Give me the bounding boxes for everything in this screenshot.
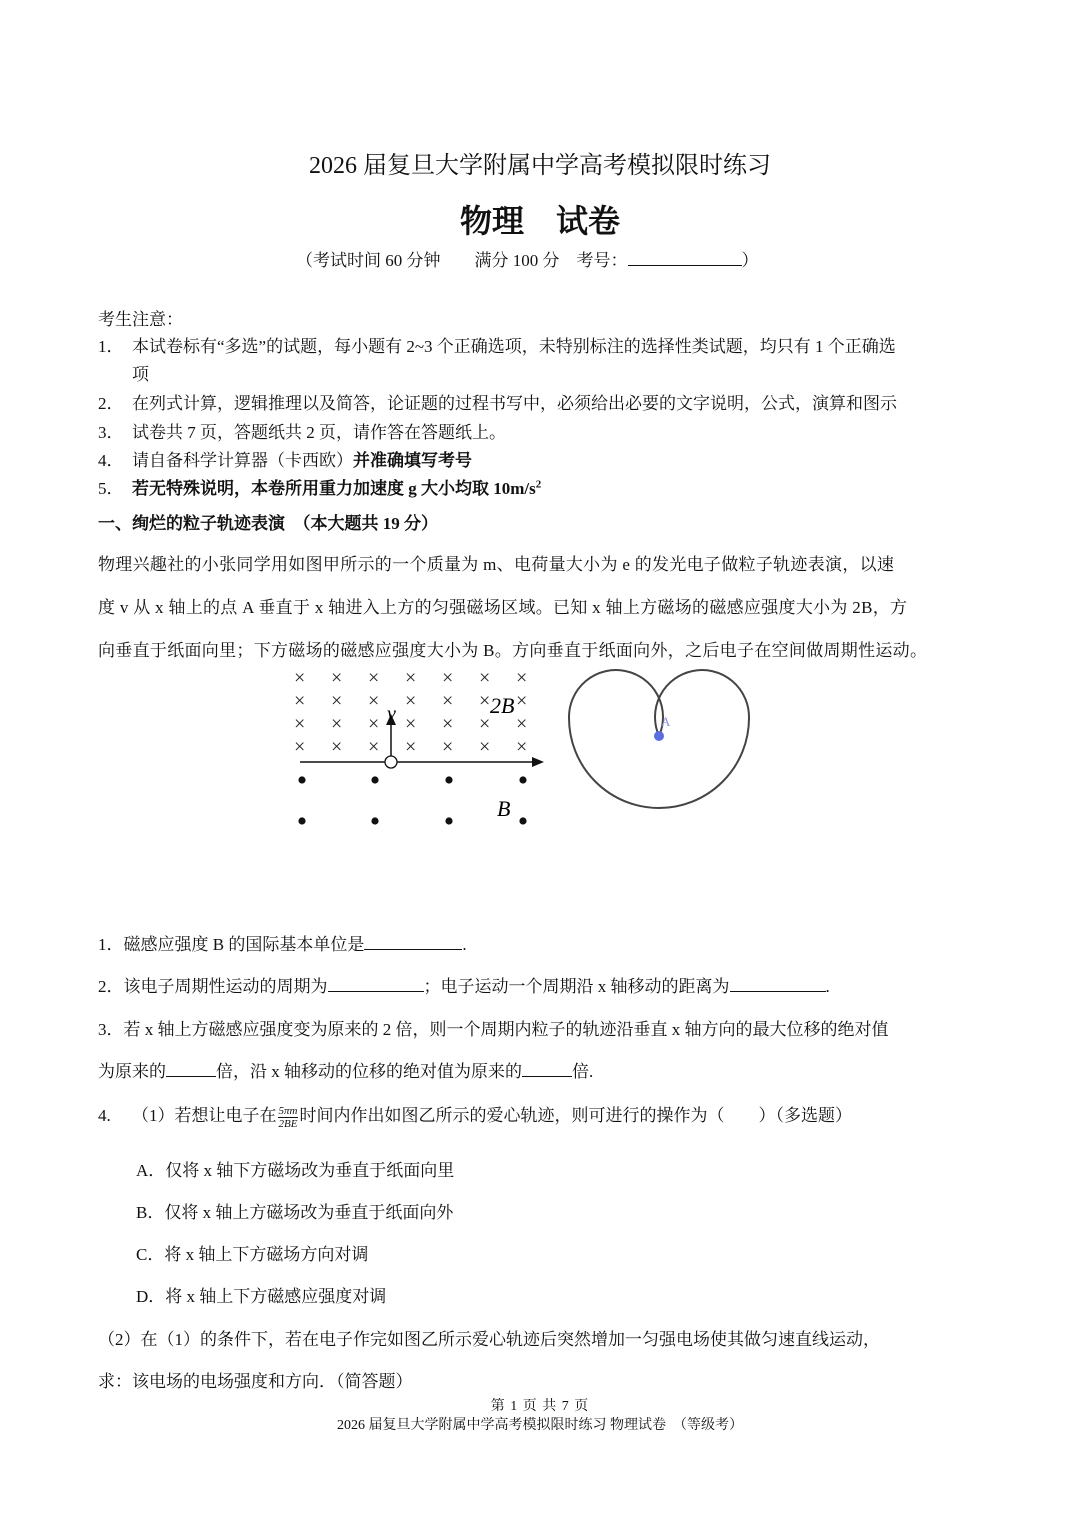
exam-number-blank[interactable] — [628, 251, 742, 266]
notice-text: 在列式计算，逻辑推理以及简答，论证题的过程书写中，必须给出必要的文字说明，公式，演算和图示 — [132, 394, 897, 413]
field-out-of-page-dot — [445, 776, 452, 783]
field-into-page-cross: × — [331, 667, 343, 689]
notice-num: 4． — [98, 451, 124, 470]
field-into-page-cross: × — [516, 713, 528, 735]
field-into-page-cross: × — [479, 713, 491, 735]
q4-text-pre: （1）若想让电子在 — [132, 1106, 277, 1125]
field-out-of-page-dot — [519, 817, 526, 824]
field-into-page-cross: × — [479, 736, 491, 758]
dot-grid — [298, 776, 526, 824]
q3-text-b: 倍，沿 x 轴移动的位移的绝对值为原来的 — [216, 1062, 522, 1081]
velocity-label: v — [387, 703, 396, 725]
notice-text: 请自备科学计算器（卡西欧） — [132, 451, 353, 470]
field-into-page-cross: × — [368, 667, 380, 689]
field-into-page-cross: × — [405, 713, 417, 735]
notice-num: 3． — [98, 423, 124, 442]
field-into-page-cross: × — [442, 736, 454, 758]
q2-text: 2．该电子周期性运动的周期为 — [98, 977, 328, 996]
field-into-page-cross: × — [442, 667, 454, 689]
field-into-page-cross: × — [294, 713, 306, 735]
field-into-page-cross: × — [331, 713, 343, 735]
school-title: 2026 届复旦大学附属中学高考模拟限时练习 — [309, 153, 771, 179]
field-into-page-cross: × — [294, 667, 306, 689]
q1-end: . — [462, 935, 467, 954]
q1-text: 1．磁感应强度 B 的国际基本单位是 — [98, 935, 365, 954]
field-out-of-page-dot — [519, 776, 526, 783]
field-into-page-cross: × — [442, 690, 454, 712]
q3-text-a: 为原来的 — [98, 1062, 166, 1081]
field-into-page-cross: × — [368, 736, 380, 758]
fraction-numerator: 5πm — [278, 1104, 298, 1117]
point-a-marker — [385, 756, 397, 768]
notice-num: 2． — [98, 394, 124, 413]
time-fraction — [278, 1105, 299, 1130]
question-3-line-1: 3．若 x 轴上方磁感应强度变为原来的 2 倍，则一个周期内粒子的轨迹沿垂直 x 轴方向的最大位移的绝对值 — [98, 1020, 889, 1039]
notice-text: 试卷共 7 页，答题纸共 2 页，请作答在答题纸上。 — [132, 423, 506, 442]
field-into-page-cross: × — [516, 736, 528, 758]
field-into-page-cross: × — [479, 690, 491, 712]
notice-item-2 — [98, 389, 897, 414]
field-diagram — [282, 664, 572, 834]
x-axis-arrowhead — [532, 757, 544, 767]
q3-vertical-blank[interactable] — [166, 1062, 216, 1077]
field-out-of-page-dot — [371, 776, 378, 783]
option-b[interactable]: B．仅将 x 轴上方磁场改为垂直于纸面向外 — [136, 1203, 454, 1222]
notice-text: 本试卷标有“多选”的试题，每小题有 2~3 个正确选项，未特别标注的选择性类试题，均只有 1 个正确选 — [132, 337, 896, 356]
field-into-page-cross: × — [368, 690, 380, 712]
field-out-of-page-dot — [445, 817, 452, 824]
field-into-page-cross: × — [294, 736, 306, 758]
intro-line-1: 物理兴趣社的小张同学用如图甲所示的一个质量为 m、电荷量大小为 e 的发光电子做粒子轨迹表演，以速 — [98, 555, 895, 574]
field-out-of-page-dot — [298, 817, 305, 824]
notice-item-1 — [98, 332, 896, 357]
fraction-denominator: 2BE — [278, 1117, 298, 1130]
field-into-page-cross: × — [479, 667, 491, 689]
question-4-2-line-2: 求：该电场的电场强度和方向．（简答题） — [98, 1372, 413, 1391]
option-a[interactable]: A．仅将 x 轴下方磁场改为垂直于纸面向里 — [136, 1161, 455, 1180]
point-a-label: A — [661, 714, 671, 729]
superscript: 2 — [535, 478, 542, 491]
notice-item-1-cont: 项 — [132, 365, 149, 384]
q2-distance-blank[interactable] — [730, 977, 826, 992]
field-out-of-page-dot — [298, 776, 305, 783]
q3-text-c: 倍. — [572, 1062, 594, 1081]
notice-item-5 — [98, 474, 541, 499]
field-into-page-cross: × — [405, 690, 417, 712]
field-into-page-cross: × — [442, 713, 454, 735]
q2-period-blank[interactable] — [328, 977, 424, 992]
notice-num: 1． — [98, 337, 124, 356]
section-title: 一、绚烂的粒子轨迹表演 （本大题共 19 分） — [98, 514, 438, 533]
point-a-dot — [654, 731, 664, 741]
field-into-page-cross: × — [516, 690, 528, 712]
subject-title: 物理 试卷 — [459, 202, 620, 240]
field-into-page-cross: × — [516, 667, 528, 689]
field-into-page-cross: × — [405, 667, 417, 689]
field-into-page-cross: × — [331, 690, 343, 712]
field-into-page-cross: × — [294, 690, 306, 712]
question-1 — [98, 930, 467, 955]
heart-trajectory — [562, 664, 762, 834]
exam-info-text: （考试时间 60 分钟 满分 100 分 考号： — [296, 251, 628, 270]
field-b-label: B — [497, 796, 511, 821]
question-3-line-2 — [98, 1057, 593, 1082]
notice-text-bold: 若无特殊说明，本卷所用重力加速度 g 大小均取 10m/s — [132, 479, 536, 498]
notice-item-4 — [98, 446, 472, 471]
field-out-of-page-dot — [371, 817, 378, 824]
field-into-page-cross: × — [405, 736, 417, 758]
q4-number: 4. — [98, 1106, 111, 1125]
intro-line-2: 度 v 从 x 轴上的点 A 垂直于 x 轴进入上方的匀强磁场区域。已知 x 轴上方磁场的磁感应强度大小为 2B，方 — [98, 598, 908, 617]
notice-num: 5． — [98, 479, 124, 498]
footer-title: 2026 届复旦大学附属中学高考模拟限时练习 物理试卷 （等级考） — [337, 1418, 743, 1433]
field-into-page-cross: × — [368, 713, 380, 735]
page-number: 第 1 页 共 7 页 — [490, 1399, 590, 1414]
option-c[interactable]: C．将 x 轴上下方磁场方向对调 — [136, 1245, 369, 1264]
q4-text-post: 时间内作出如图乙所示的爱心轨迹，则可进行的操作为（ ）（多选题） — [299, 1106, 852, 1125]
intro-line-3: 向垂直于纸面向里；下方磁场的磁感应强度大小为 B。方向垂直于纸面向外，之后电子在空间做周期性运动。 — [98, 641, 928, 660]
notice-text-bold: 并准确填写考号 — [353, 451, 472, 470]
q3-horizontal-blank[interactable] — [522, 1062, 572, 1077]
q2-end: . — [825, 977, 830, 996]
exam-info — [296, 246, 759, 271]
exam-info-close: ） — [741, 251, 759, 270]
notice-heading: 考生注意： — [98, 310, 183, 329]
field-2b-label: 2B — [490, 693, 515, 718]
question-4-1 — [98, 1099, 852, 1133]
question-2 — [98, 972, 830, 997]
q2-mid: ；电子运动一个周期沿 x 轴移动的距离为 — [423, 977, 730, 996]
question-4-2-line-1: （2）在（1）的条件下，若在电子作完如图乙所示爱心轨迹后突然增加一匀强电场使其做匀速直线运动， — [98, 1330, 880, 1349]
notice-item-3 — [98, 418, 506, 443]
field-into-page-cross: × — [331, 736, 343, 758]
q1-answer-blank[interactable] — [364, 935, 462, 950]
option-d[interactable]: D．将 x 轴上下方磁感应强度对调 — [136, 1287, 387, 1306]
